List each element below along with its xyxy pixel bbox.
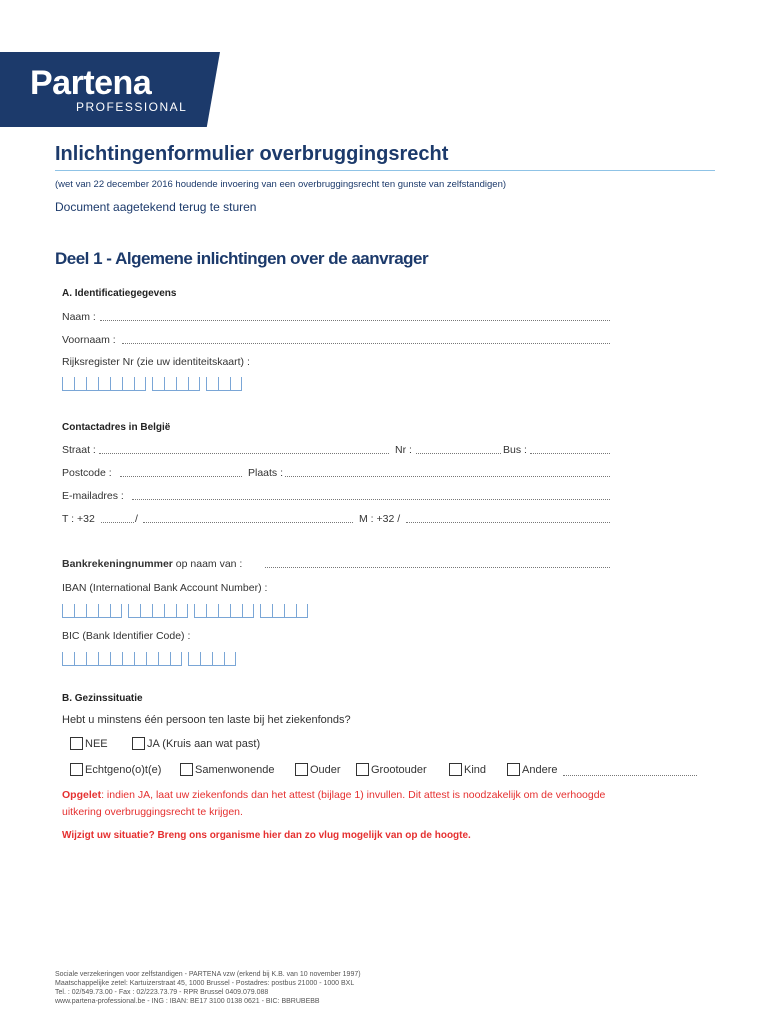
- contact-heading: Contactadres in België: [62, 422, 171, 433]
- warning-label: Opgelet: [62, 789, 102, 801]
- straat-field[interactable]: [99, 444, 389, 454]
- nr-field[interactable]: [416, 444, 501, 454]
- option-kind[interactable]: [449, 763, 486, 776]
- warning-text: [62, 789, 605, 801]
- checkbox-echtgenoot[interactable]: [70, 763, 83, 776]
- option-ouder-label: Ouder: [310, 763, 341, 776]
- footer-line2: Maatschappelijke zetel: Kartuizerstraat 45, 1000 Brussel - Postadres: postbus 21000 - 1000 BXL: [55, 980, 355, 987]
- straat-label: Straat :: [62, 444, 96, 456]
- iban-label: IBAN (International Bank Account Number) :: [62, 582, 268, 594]
- nr-label: Nr :: [395, 444, 412, 456]
- warning-body: : indien JA, laat uw ziekenfonds dan het attest (bijlage 1) invullen. Dit attest is noodzakelijk om de verhoogde: [101, 789, 606, 801]
- checkbox-grootouder[interactable]: [356, 763, 369, 776]
- checkbox-ja[interactable]: [132, 737, 145, 750]
- bank-on-name: op naam van :: [175, 558, 243, 570]
- plaats-label: Plaats :: [248, 467, 284, 479]
- form-title: Inlichtingenformulier overbruggingsrecht: [55, 143, 449, 165]
- iban-boxes[interactable]: [62, 604, 314, 618]
- gsm-field[interactable]: [406, 513, 610, 523]
- option-nee[interactable]: [70, 737, 108, 750]
- option-andere[interactable]: [507, 763, 557, 776]
- checkbox-samenwonende[interactable]: [180, 763, 193, 776]
- tel-prefix-field[interactable]: [101, 513, 134, 523]
- option-ja-label: JA (Kruis aan wat past): [147, 737, 261, 750]
- rijksregister-boxes[interactable]: [62, 377, 248, 391]
- postcode-field[interactable]: [120, 467, 242, 477]
- section-title-part1: Deel 1 - Algemene inlichtingen over de aanvrager: [55, 249, 429, 268]
- option-echtgenoot-label: Echtgeno(o)t(e): [85, 763, 162, 776]
- brand-logo-text: Partena: [30, 64, 152, 102]
- postcode-label: Postcode :: [62, 467, 112, 479]
- bus-label: Bus :: [503, 444, 527, 456]
- option-samenwonende[interactable]: [180, 763, 275, 776]
- footer-line4: www.partena-professional.be - ING : IBAN: BE17 3100 0138 0621 - BIC: BBRUBEBB: [55, 998, 320, 1005]
- footer-line1: Sociale verzekeringen voor zelfstandigen - PARTENA vzw (erkend bij K.B. van 10 november 1997): [55, 971, 361, 978]
- change-note: Wijzigt uw situatie? Breng ons organisme hier dan zo vlug mogelijk van op de hoogte.: [62, 830, 471, 841]
- naam-field[interactable]: [100, 311, 610, 321]
- option-grootouder-label: Grootouder: [371, 763, 427, 776]
- naam-label: Naam :: [62, 311, 96, 323]
- account-holder-field[interactable]: [265, 558, 610, 568]
- family-heading: B. Gezinssituatie: [62, 693, 143, 704]
- family-question: Hebt u minstens één persoon ten laste bij het ziekenfonds?: [62, 714, 351, 726]
- option-grootouder[interactable]: [356, 763, 427, 776]
- checkbox-andere[interactable]: [507, 763, 520, 776]
- form-subtitle: (wet van 22 december 2016 houdende invoering van een overbruggingsrecht ten gunste van zelfstandigen): [55, 179, 507, 190]
- option-ja[interactable]: [132, 737, 260, 750]
- plaats-field[interactable]: [285, 467, 610, 477]
- bank-label: [62, 558, 242, 570]
- email-field[interactable]: [132, 490, 610, 500]
- return-note: Document aagetekend terug te sturen: [55, 200, 257, 214]
- bus-field[interactable]: [530, 444, 610, 454]
- tel-number-field[interactable]: [143, 513, 353, 523]
- option-ouder[interactable]: [295, 763, 341, 776]
- brand-logo-subtext: PROFESSIONAL: [76, 100, 188, 114]
- option-echtgenoot[interactable]: [70, 763, 161, 776]
- footer-line3: Tel. : 02/549.73.00 - Fax : 02/223.73.79 - RPR Brussel 0409.079.088: [55, 989, 269, 996]
- option-andere-label: Andere: [522, 763, 558, 776]
- voornaam-label: Voornaam :: [62, 334, 116, 346]
- warning-text-line2: uitkering overbruggingsrecht te krijgen.: [62, 806, 243, 818]
- tel-label: T : +32: [62, 513, 95, 525]
- bank-heading: Bankrekeningnummer: [62, 558, 173, 570]
- bic-label: BIC (Bank Identifier Code) :: [62, 630, 191, 642]
- bic-boxes[interactable]: [62, 652, 242, 666]
- checkbox-kind[interactable]: [449, 763, 462, 776]
- tel-slash: /: [135, 513, 138, 525]
- voornaam-field[interactable]: [122, 334, 610, 344]
- identification-heading: A. Identificatiegegevens: [62, 288, 177, 299]
- title-divider: [55, 170, 715, 171]
- footer: [55, 970, 361, 1006]
- checkbox-ouder[interactable]: [295, 763, 308, 776]
- option-nee-label: NEE: [85, 737, 108, 750]
- andere-field[interactable]: [563, 766, 697, 776]
- option-samenwonende-label: Samenwonende: [195, 763, 275, 776]
- checkbox-nee[interactable]: [70, 737, 83, 750]
- rijksregister-label: Rijksregister Nr (zie uw identiteitskaart) :: [62, 356, 250, 368]
- email-label: E-mailadres :: [62, 490, 124, 502]
- gsm-label: M : +32 /: [359, 513, 401, 525]
- option-kind-label: Kind: [464, 763, 487, 776]
